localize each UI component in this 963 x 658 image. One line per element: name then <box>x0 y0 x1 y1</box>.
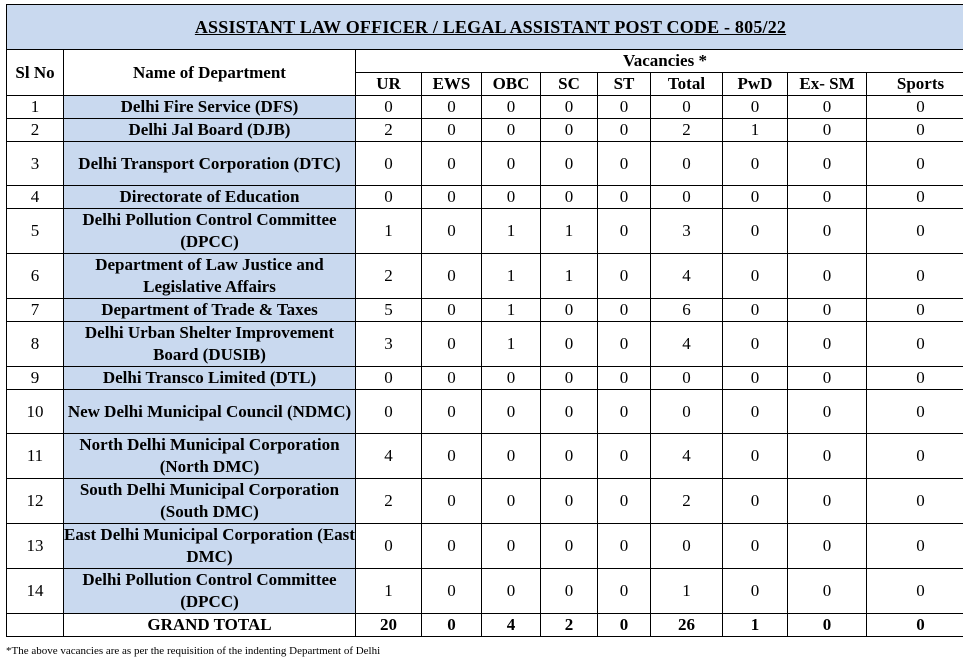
vacancy-cell: 0 <box>867 367 963 390</box>
vacancy-cell: 0 <box>867 119 963 142</box>
vacancy-cell: 0 <box>867 390 963 434</box>
department-cell: Delhi Pollution Control Committee (DPCC) <box>64 569 356 614</box>
column-header: OBC <box>482 73 541 96</box>
vacancy-cell: 0 <box>422 299 482 322</box>
sl-no-cell: 12 <box>7 479 64 524</box>
vacancy-cell: 0 <box>541 322 598 367</box>
grand-total-cell: 0 <box>867 614 963 637</box>
vacancy-cell: 0 <box>422 254 482 299</box>
vacancy-cell: 0 <box>482 434 541 479</box>
vacancy-cell: 0 <box>723 186 788 209</box>
vacancy-cell: 0 <box>723 142 788 186</box>
vacancy-cell: 0 <box>598 119 651 142</box>
vacancy-cell: 0 <box>422 142 482 186</box>
vacancy-cell: 6 <box>651 299 723 322</box>
vacancy-cell: 1 <box>541 209 598 254</box>
vacancy-cell: 0 <box>723 254 788 299</box>
vacancy-cell: 0 <box>651 367 723 390</box>
department-header: Name of Department <box>64 50 356 96</box>
vacancy-cell: 4 <box>651 254 723 299</box>
vacancy-cell: 4 <box>651 322 723 367</box>
vacancy-cell: 0 <box>422 96 482 119</box>
vacancy-cell: 0 <box>482 119 541 142</box>
vacancies-header: Vacancies * <box>356 50 963 73</box>
vacancy-cell: 0 <box>788 479 867 524</box>
vacancy-cell: 0 <box>788 367 867 390</box>
vacancy-cell: 2 <box>356 254 422 299</box>
vacancy-sheet <box>6 4 954 637</box>
vacancy-cell: 0 <box>598 479 651 524</box>
sl-no-cell: 5 <box>7 209 64 254</box>
vacancy-cell: 0 <box>541 367 598 390</box>
vacancy-cell: 4 <box>651 434 723 479</box>
department-cell: Delhi Transport Corporation (DTC) <box>64 142 356 186</box>
vacancy-cell: 0 <box>598 299 651 322</box>
vacancy-cell: 0 <box>598 434 651 479</box>
vacancy-cell: 0 <box>723 479 788 524</box>
vacancy-cell: 3 <box>651 209 723 254</box>
table-body <box>7 96 963 637</box>
table-row <box>7 299 963 322</box>
department-cell: Department of Law Justice and Legislative Affairs <box>64 254 356 299</box>
sl-no-cell: 7 <box>7 299 64 322</box>
vacancy-cell: 0 <box>788 209 867 254</box>
vacancy-cell: 0 <box>598 186 651 209</box>
grand-total-cell: 4 <box>482 614 541 637</box>
vacancy-cell: 0 <box>422 209 482 254</box>
vacancy-cell: 0 <box>867 142 963 186</box>
department-cell: New Delhi Municipal Council (NDMC) <box>64 390 356 434</box>
department-cell: Delhi Pollution Control Committee (DPCC) <box>64 209 356 254</box>
vacancy-cell: 0 <box>598 390 651 434</box>
vacancy-cell: 0 <box>541 186 598 209</box>
vacancy-cell: 1 <box>651 569 723 614</box>
vacancy-cell: 0 <box>541 96 598 119</box>
vacancy-cell: 0 <box>482 186 541 209</box>
grand-total-cell: 20 <box>356 614 422 637</box>
vacancy-cell: 0 <box>867 479 963 524</box>
vacancy-cell: 0 <box>541 390 598 434</box>
vacancy-cell: 0 <box>422 322 482 367</box>
vacancy-cell: 4 <box>356 434 422 479</box>
vacancy-cell: 0 <box>482 479 541 524</box>
grand-total-cell: 0 <box>422 614 482 637</box>
table-row <box>7 434 963 479</box>
vacancy-cell: 2 <box>651 119 723 142</box>
vacancy-cell: 0 <box>598 96 651 119</box>
vacancy-cell: 0 <box>723 524 788 569</box>
vacancy-cell: 0 <box>422 186 482 209</box>
vacancy-cell: 0 <box>356 524 422 569</box>
grand-total-blank-cell <box>7 614 64 637</box>
grand-total-cell: 1 <box>723 614 788 637</box>
vacancy-cell: 0 <box>422 367 482 390</box>
vacancy-cell: 0 <box>482 96 541 119</box>
vacancy-cell: 0 <box>482 569 541 614</box>
vacancy-cell: 0 <box>598 254 651 299</box>
vacancy-cell: 0 <box>541 299 598 322</box>
vacancy-cell: 0 <box>723 209 788 254</box>
vacancy-cell: 0 <box>482 390 541 434</box>
vacancy-cell: 0 <box>356 142 422 186</box>
vacancy-cell: 0 <box>867 524 963 569</box>
vacancy-cell: 0 <box>541 524 598 569</box>
vacancy-cell: 0 <box>598 142 651 186</box>
column-header: ST <box>598 73 651 96</box>
vacancy-cell: 0 <box>422 119 482 142</box>
vacancy-cell: 2 <box>651 479 723 524</box>
vacancy-cell: 1 <box>482 254 541 299</box>
column-header: EWS <box>422 73 482 96</box>
table-row <box>7 186 963 209</box>
table-row <box>7 209 963 254</box>
vacancy-cell: 0 <box>651 186 723 209</box>
vacancy-cell: 0 <box>788 322 867 367</box>
department-cell: Delhi Transco Limited (DTL) <box>64 367 356 390</box>
department-cell: East Delhi Municipal Corporation (East DMC) <box>64 524 356 569</box>
sl-no-cell: 11 <box>7 434 64 479</box>
vacancy-cell: 0 <box>788 299 867 322</box>
sl-no-cell: 1 <box>7 96 64 119</box>
department-cell: South Delhi Municipal Corporation (South DMC) <box>64 479 356 524</box>
table-row <box>7 119 963 142</box>
vacancy-cell: 1 <box>482 209 541 254</box>
vacancy-cell: 0 <box>598 209 651 254</box>
table-row <box>7 479 963 524</box>
vacancy-cell: 0 <box>651 390 723 434</box>
vacancy-cell: 0 <box>598 569 651 614</box>
column-header: SC <box>541 73 598 96</box>
footnote: *The above vacancies are as per the requisition of the indenting Department of Delhi <box>6 644 380 658</box>
vacancy-cell: 0 <box>422 524 482 569</box>
vacancy-cell: 0 <box>723 569 788 614</box>
vacancy-cell: 0 <box>356 186 422 209</box>
vacancy-cell: 0 <box>788 142 867 186</box>
vacancy-cell: 0 <box>651 524 723 569</box>
grand-total-label: GRAND TOTAL <box>64 614 356 637</box>
vacancy-cell: 0 <box>422 390 482 434</box>
vacancy-cell: 1 <box>356 569 422 614</box>
vacancy-cell: 1 <box>723 119 788 142</box>
table-row <box>7 569 963 614</box>
vacancy-cell: 0 <box>867 322 963 367</box>
vacancy-cell: 0 <box>422 434 482 479</box>
vacancy-cell: 0 <box>482 524 541 569</box>
column-header: Sports <box>867 73 963 96</box>
vacancy-cell: 0 <box>788 119 867 142</box>
vacancy-cell: 0 <box>356 390 422 434</box>
vacancy-cell: 0 <box>482 142 541 186</box>
vacancy-cell: 0 <box>867 209 963 254</box>
vacancy-cell: 0 <box>867 254 963 299</box>
column-header: Total <box>651 73 723 96</box>
vacancy-cell: 0 <box>788 96 867 119</box>
vacancy-cell: 0 <box>541 434 598 479</box>
grand-total-cell: 0 <box>598 614 651 637</box>
vacancy-cell: 2 <box>356 479 422 524</box>
department-cell: North Delhi Municipal Corporation (North DMC) <box>64 434 356 479</box>
sl-no-cell: 13 <box>7 524 64 569</box>
vacancy-cell: 0 <box>482 367 541 390</box>
vacancy-cell: 0 <box>723 96 788 119</box>
vacancy-cell: 0 <box>867 299 963 322</box>
grand-total-cell: 26 <box>651 614 723 637</box>
vacancy-cell: 0 <box>723 434 788 479</box>
vacancy-cell: 0 <box>598 524 651 569</box>
column-header: Ex- SM <box>788 73 867 96</box>
sl-no-cell: 4 <box>7 186 64 209</box>
grand-total-cell: 0 <box>788 614 867 637</box>
vacancy-cell: 0 <box>541 569 598 614</box>
vacancy-cell: 0 <box>541 142 598 186</box>
vacancy-cell: 0 <box>867 434 963 479</box>
vacancy-cell: 0 <box>867 186 963 209</box>
table-row <box>7 524 963 569</box>
department-cell: Delhi Jal Board (DJB) <box>64 119 356 142</box>
vacancy-cell: 2 <box>356 119 422 142</box>
vacancy-cell: 0 <box>788 254 867 299</box>
vacancy-cell: 3 <box>356 322 422 367</box>
vacancy-cell: 0 <box>598 322 651 367</box>
vacancy-cell: 0 <box>356 367 422 390</box>
sl-no-header: Sl No <box>7 50 64 96</box>
vacancy-cell: 0 <box>867 96 963 119</box>
column-header: UR <box>356 73 422 96</box>
vacancy-cell: 1 <box>482 299 541 322</box>
vacancy-cell: 0 <box>598 367 651 390</box>
department-cell: Delhi Urban Shelter Improvement Board (DUSIB) <box>64 322 356 367</box>
vacancy-cell: 0 <box>723 322 788 367</box>
column-header: PwD <box>723 73 788 96</box>
table-row <box>7 322 963 367</box>
vacancy-cell: 1 <box>541 254 598 299</box>
vacancy-cell: 0 <box>723 299 788 322</box>
vacancy-cell: 1 <box>356 209 422 254</box>
vacancy-cell: 0 <box>788 390 867 434</box>
vacancy-cell: 0 <box>723 390 788 434</box>
sl-no-cell: 14 <box>7 569 64 614</box>
table-title: ASSISTANT LAW OFFICER / LEGAL ASSISTANT POST CODE - 805/22 <box>7 5 963 50</box>
vacancy-cell: 0 <box>723 367 788 390</box>
vacancy-table <box>6 4 963 637</box>
vacancy-cell: 1 <box>482 322 541 367</box>
table-row <box>7 367 963 390</box>
sl-no-cell: 8 <box>7 322 64 367</box>
vacancy-cell: 0 <box>422 479 482 524</box>
table-row <box>7 254 963 299</box>
vacancy-cell: 0 <box>867 569 963 614</box>
sl-no-cell: 10 <box>7 390 64 434</box>
vacancy-cell: 0 <box>541 119 598 142</box>
table-row <box>7 96 963 119</box>
grand-total-cell: 2 <box>541 614 598 637</box>
grand-total-row <box>7 614 963 637</box>
vacancy-cell: 0 <box>788 186 867 209</box>
sl-no-cell: 9 <box>7 367 64 390</box>
vacancy-cell: 0 <box>541 479 598 524</box>
department-cell: Delhi Fire Service (DFS) <box>64 96 356 119</box>
vacancy-cell: 5 <box>356 299 422 322</box>
vacancy-cell: 0 <box>651 96 723 119</box>
vacancy-cell: 0 <box>651 142 723 186</box>
department-cell: Department of Trade & Taxes <box>64 299 356 322</box>
table-row <box>7 142 963 186</box>
vacancy-cell: 0 <box>356 96 422 119</box>
vacancy-cell: 0 <box>788 434 867 479</box>
vacancy-cell: 0 <box>788 524 867 569</box>
sl-no-cell: 6 <box>7 254 64 299</box>
vacancy-cell: 0 <box>788 569 867 614</box>
sl-no-cell: 2 <box>7 119 64 142</box>
sl-no-cell: 3 <box>7 142 64 186</box>
table-row <box>7 390 963 434</box>
department-cell: Directorate of Education <box>64 186 356 209</box>
vacancy-cell: 0 <box>422 569 482 614</box>
